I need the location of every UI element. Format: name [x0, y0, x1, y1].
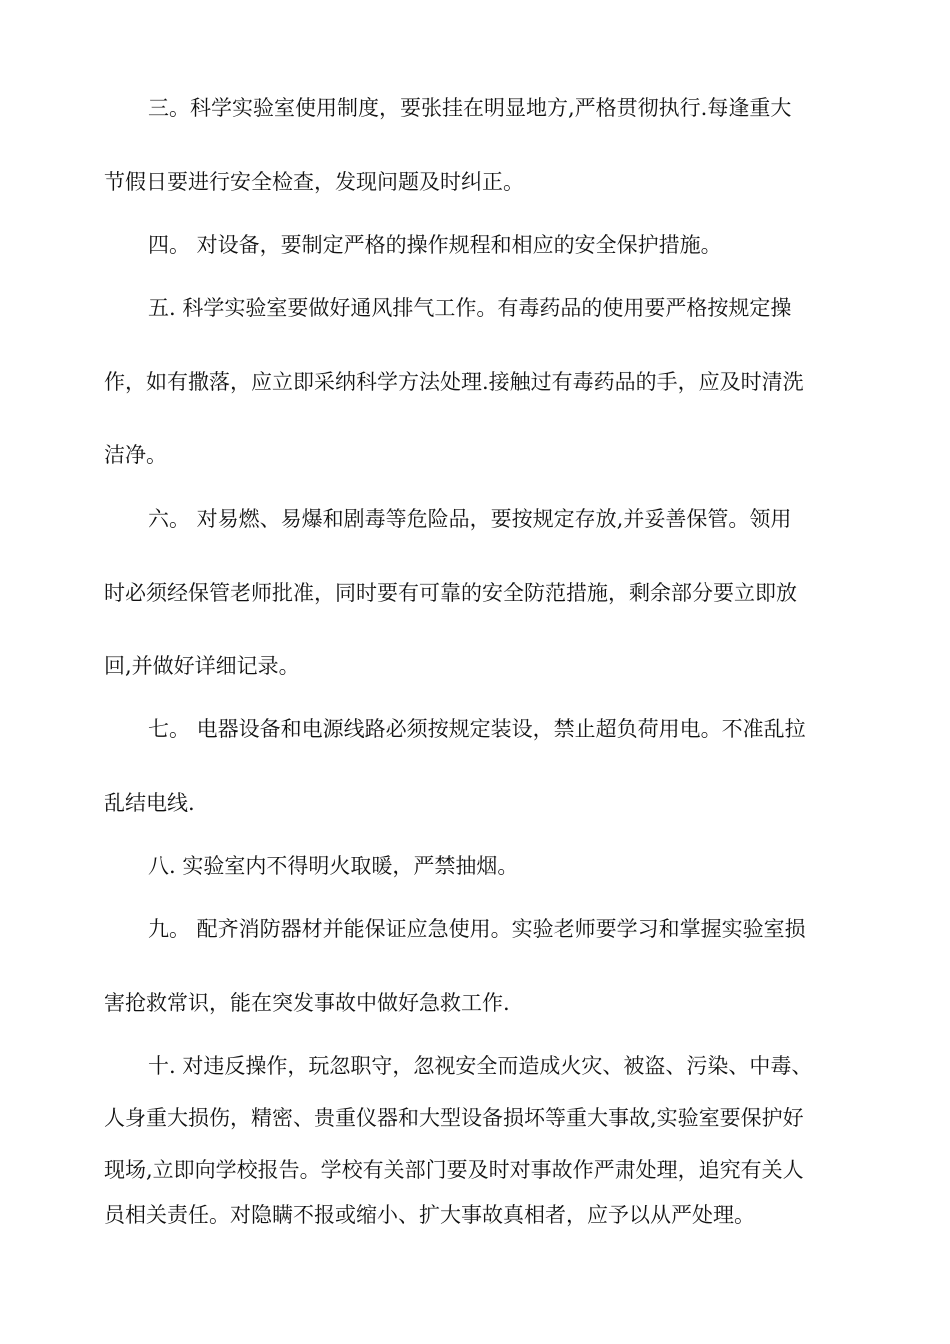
text-line: 现场,立即向学校报告。学校有关部门要及时对事故作严肃处理，追究有关人 [104, 1158, 804, 1182]
text-line: 十. 对违反操作，玩忽职守，忽视安全而造成火灾、被盗、污染、中毒、 [148, 1054, 813, 1078]
text-line: 害抢救常识，能在突发事故中做好急救工作. [104, 991, 510, 1015]
text-line: 四。 对设备，要制定严格的操作规程和相应的安全保护措施。 [148, 233, 722, 257]
text-line: 作，如有撒落，应立即采纳科学方法处理.接触过有毒药品的手，应及时清洗 [104, 370, 804, 394]
text-line: 五. 科学实验室要做好通风排气工作。有毒药品的使用要严格按规定操 [148, 296, 792, 320]
text-line: 三。科学实验室使用制度，要张挂在明显地方,严格贯彻执行.每逢重大 [148, 96, 792, 120]
text-line: 时必须经保管老师批准，同时要有可靠的安全防范措施，剩余部分要立即放 [104, 581, 797, 605]
text-line: 节假日要进行安全检查，发现问题及时纠正。 [104, 170, 524, 194]
text-line: 回,并做好详细记录。 [104, 654, 300, 678]
text-line: 九。 配齐消防器材并能保证应急使用。实验老师要学习和掌握实验室损 [148, 917, 806, 941]
text-line: 人身重大损伤，精密、贵重仪器和大型设备损坏等重大事故,实验室要保护好 [104, 1106, 804, 1130]
text-line: 员相关责任。对隐瞒不报或缩小、扩大事故真相者，应予以从严处理。 [104, 1203, 755, 1227]
text-line: 乱结电线. [104, 791, 195, 815]
text-line: 洁净。 [104, 443, 167, 467]
text-line: 六。 对易燃、易爆和剧毒等危险品，要按规定存放,并妥善保管。领用 [148, 507, 792, 531]
text-line: 七。 电器设备和电源线路必须按规定装设，禁止超负荷用电。不准乱拉 [148, 717, 806, 741]
text-line: 八. 实验室内不得明火取暖，严禁抽烟。 [148, 854, 519, 878]
